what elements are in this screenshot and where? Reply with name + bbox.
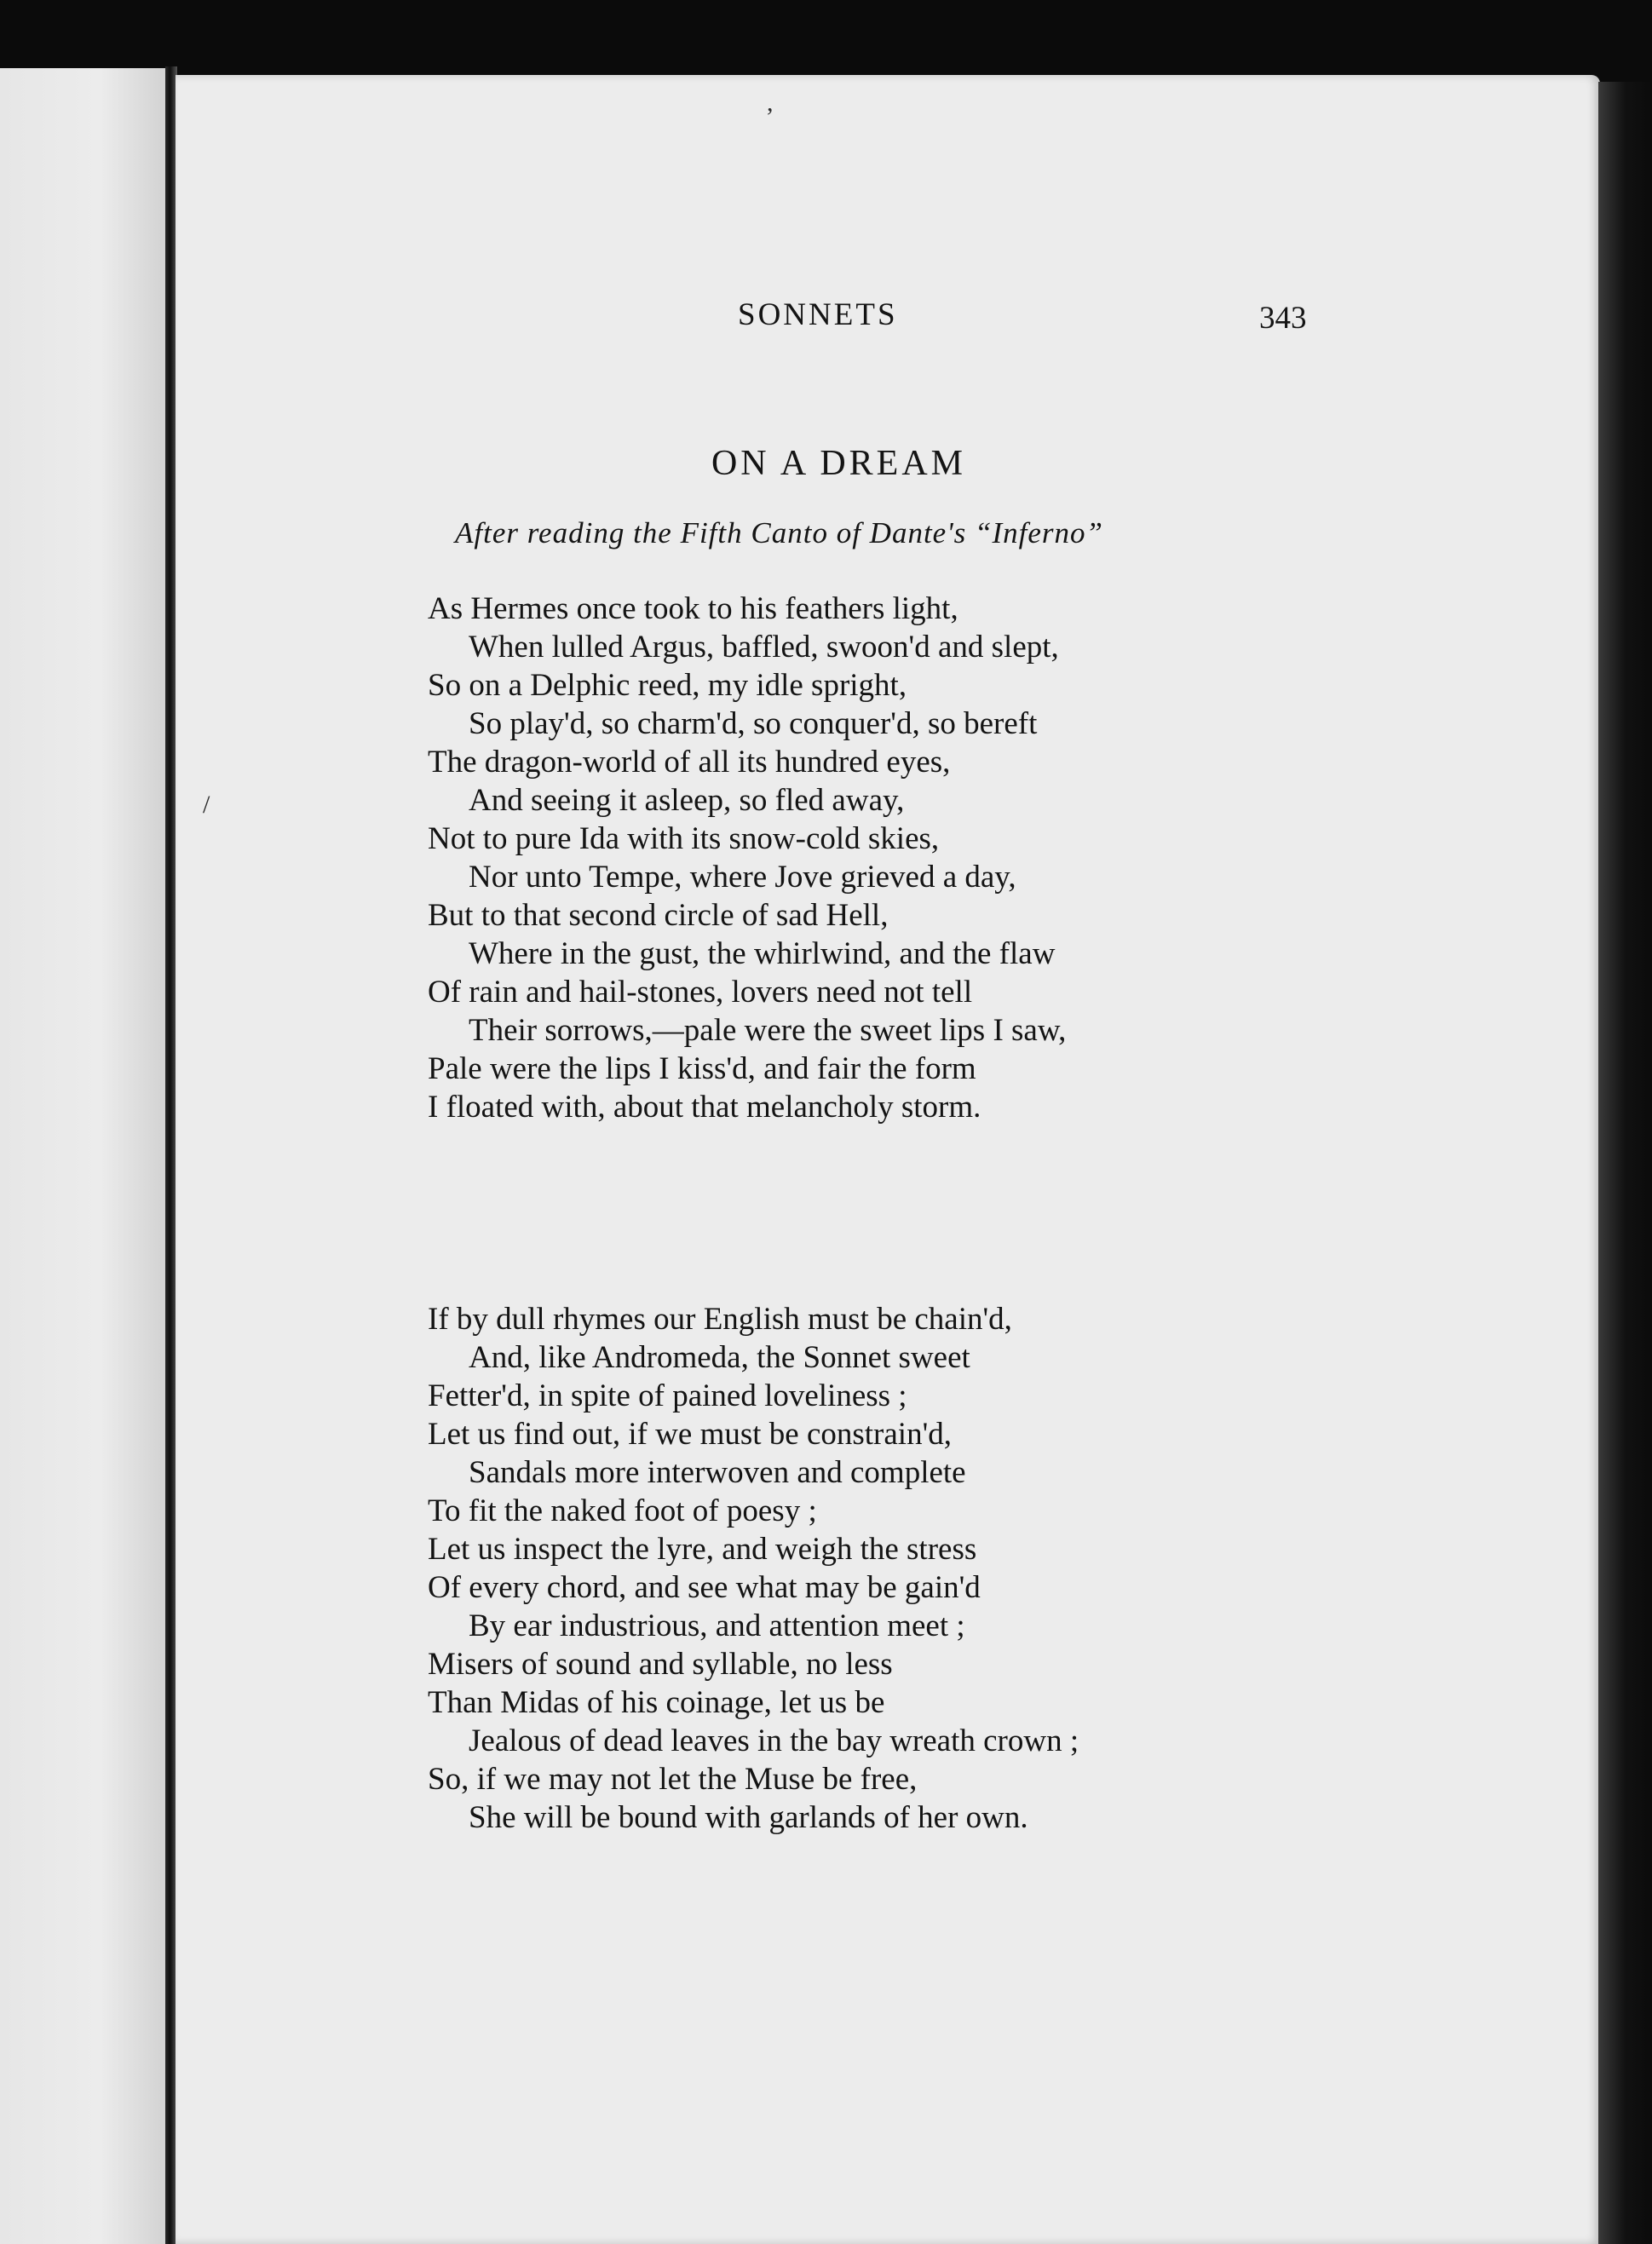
poem-line: And, like Andromeda, the Sonnet sweet [469,1340,970,1375]
poem-line: By ear industrious, and attention meet ; [469,1608,965,1643]
poem-line: Jealous of dead leaves in the bay wreath crown ; [469,1723,1079,1758]
poem-line: Of rain and hail-stones, lovers need not tell [428,975,973,1010]
running-head: SONNETS [738,297,898,332]
poem-line: But to that second circle of sad Hell, [428,898,889,933]
poem-line: So play'd, so charm'd, so conquer'd, so bereft [469,706,1038,741]
poem-line: Misers of sound and syllable, no less [428,1647,893,1682]
poem-line: I floated with, about that melancholy storm. [428,1090,981,1125]
poem-line: Than Midas of his coinage, let us be [428,1685,885,1720]
poem-line: Their sorrows,—pale were the sweet lips I saw, [469,1013,1067,1048]
poem-line: When lulled Argus, baffled, swoon'd and slept, [469,630,1059,665]
stray-mark: / [203,791,210,819]
poem-subtitle: After reading the Fifth Canto of Dante's “Inferno” [455,516,1104,549]
poem-line: So, if we may not let the Muse be free, [428,1762,918,1797]
poem-line: And seeing it asleep, so fled away, [469,783,905,818]
poem-line: She will be bound with garlands of her own. [469,1800,1028,1835]
facing-page-edge [0,68,167,2244]
poem-line: The dragon-world of all its hundred eyes, [428,745,951,780]
book-page [176,75,1600,2244]
poem-line: As Hermes once took to his feathers light, [428,591,958,626]
stray-mark: , [767,89,774,117]
poem-two-lines [428,1300,1079,1837]
poem-line: To fit the naked foot of poesy ; [428,1493,817,1528]
page-number: 343 [1259,301,1307,336]
poem-line: Fetter'd, in spite of pained loveliness ; [428,1378,907,1413]
poem-line: Nor unto Tempe, where Jove grieved a day, [469,860,1016,895]
page-edge-shadow [1598,82,1652,2244]
poem-one-lines [428,590,1066,1126]
poem-line: Let us find out, if we must be constrain'd, [428,1417,952,1452]
poem-line: Where in the gust, the whirlwind, and the flaw [469,936,1056,971]
poem-line: Let us inspect the lyre, and weigh the stress [428,1532,977,1567]
poem-line: Pale were the lips I kiss'd, and fair the form [428,1051,976,1086]
poem-line: So on a Delphic reed, my idle spright, [428,668,907,703]
poem-title: ON A DREAM [711,444,967,483]
poem-line: If by dull rhymes our English must be chain'd, [428,1302,1012,1337]
poem-line: Not to pure Ida with its snow-cold skies, [428,821,940,856]
poem-line: Of every chord, and see what may be gain'd [428,1570,981,1605]
poem-line: Sandals more interwoven and complete [469,1455,966,1490]
